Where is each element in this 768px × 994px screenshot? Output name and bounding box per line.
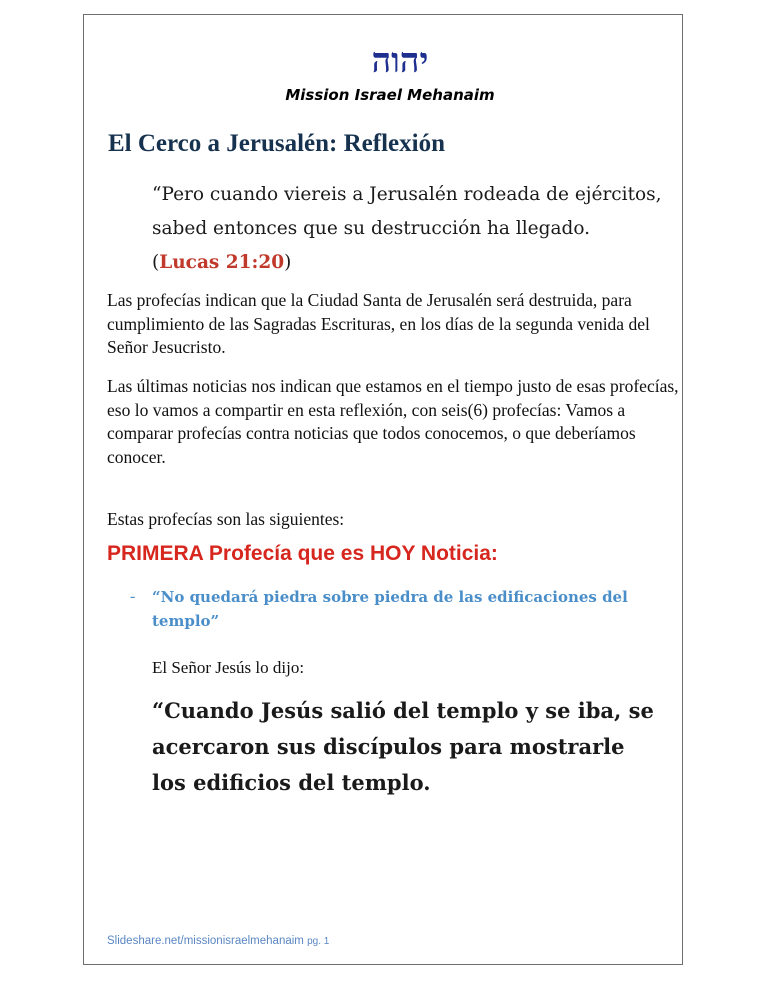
- bullet-prophecy-text: “No quedará piedra sobre piedra de las edificaciones del templo”: [152, 588, 628, 630]
- document-title: El Cerco a Jerusalén: Reflexión: [108, 130, 445, 157]
- hebrew-logo: יהוה: [371, 41, 429, 81]
- section-heading: PRIMERA Profecía que es HOY Noticia:: [107, 542, 498, 565]
- paragraph-list-intro: Estas profecías son las siguientes:: [107, 509, 345, 529]
- quote-open-mark: “: [152, 184, 162, 205]
- footer-source-link[interactable]: Slideshare.net/missionisraelmehanaim: [107, 935, 304, 947]
- scripture-reference: Lucas 21:20: [159, 252, 285, 273]
- quote-text: Pero cuando viereis a Jerusalén rodeada de ejércitos, sabed entonces que su destrucción ha llegado. (: [152, 184, 662, 273]
- quote-close: ): [284, 252, 292, 273]
- gospel-quote: “Cuando Jesús salió del templo y se iba, se acercaron sus discípulos para mostrarle los edificios del templo.: [152, 698, 654, 795]
- bullet-marker: -: [130, 588, 136, 605]
- scripture-quote: [152, 178, 662, 280]
- footer: [107, 935, 329, 947]
- mission-title: Mission Israel Mehanaim: [285, 86, 495, 104]
- attribution-line: El Señor Jesús lo dijo:: [152, 658, 305, 677]
- page-number: pg. 1: [307, 936, 330, 947]
- paragraph-prophecies: Las profecías indican que la Ciudad Santa de Jerusalén será destruida, para cumplimiento de las Sagradas Escrituras, en los días de la segunda venida del Señor Jesucristo.: [107, 290, 650, 357]
- paragraph-news: Las últimas noticias nos indican que estamos en el tiempo justo de esas profecías, eso lo vamos a compartir en esta reflexión, con seis(6) profecías: Vamos a comparar profecías contra noticias que todos conocemos, o que deberíamos conocer.: [107, 376, 679, 467]
